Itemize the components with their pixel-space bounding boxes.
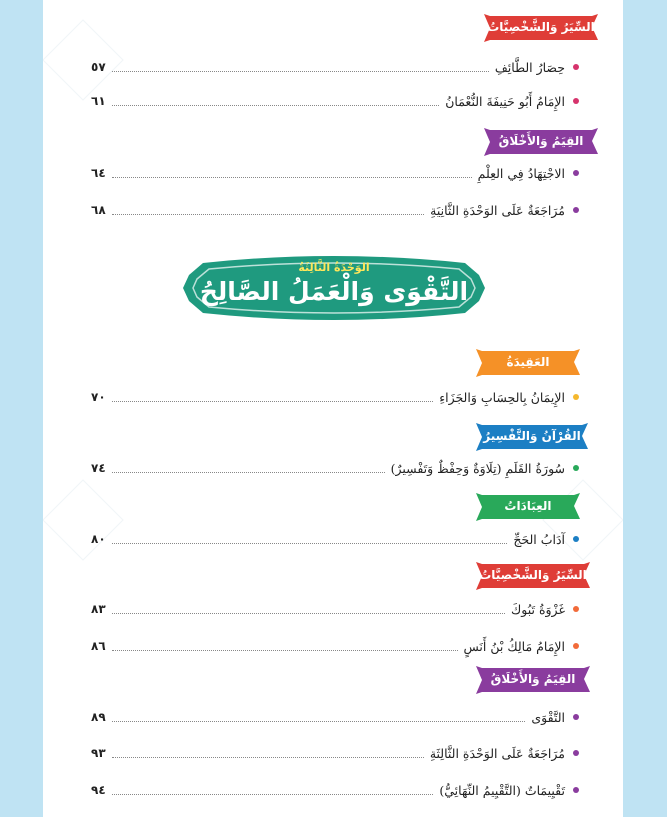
bullet-icon bbox=[573, 207, 579, 213]
bullet-icon bbox=[573, 787, 579, 793]
toc-entry[interactable] bbox=[91, 707, 579, 727]
entry-title: الإِمَامُ مَالِكُ بْنُ أَنَسٍ bbox=[463, 638, 565, 654]
section-ribbon-seerah bbox=[484, 12, 598, 42]
entry-page-number: ٧٠ bbox=[91, 390, 106, 404]
toc-entry[interactable] bbox=[91, 57, 579, 77]
toc-entry[interactable] bbox=[91, 529, 579, 549]
entry-page-number: ٨٠ bbox=[91, 532, 106, 546]
entry-title: الاجْتِهَادُ فِي العِلْمِ bbox=[477, 165, 565, 181]
toc-entry[interactable] bbox=[91, 387, 579, 407]
section-label: السِّيَرُ وَالشَّخْصِيَّاتُ bbox=[487, 20, 595, 34]
leader-dots bbox=[112, 168, 472, 178]
entry-title: مُرَاجَعَةٌ عَلَى الوَحْدَةِ الثَّانِيَةِ bbox=[430, 202, 565, 218]
entry-page-number: ٨٦ bbox=[91, 639, 106, 653]
toc-entry[interactable] bbox=[91, 458, 579, 478]
section-ribbon-ibadat bbox=[476, 491, 580, 521]
entry-title: التَّقْوَى bbox=[531, 709, 565, 725]
bullet-icon bbox=[573, 643, 579, 649]
leader-dots bbox=[112, 392, 434, 402]
toc-entry[interactable] bbox=[91, 599, 579, 619]
bullet-icon bbox=[573, 465, 579, 471]
entry-page-number: ٧٤ bbox=[91, 461, 106, 475]
entry-page-number: ٨٩ bbox=[91, 710, 106, 724]
unit-banner bbox=[183, 255, 485, 321]
entry-title: آدَابُ الحَجِّ bbox=[513, 531, 565, 547]
entry-page-number: ٦١ bbox=[91, 94, 106, 108]
bullet-icon bbox=[573, 536, 579, 542]
entry-page-number: ٩٤ bbox=[91, 783, 106, 797]
leader-dots bbox=[112, 641, 458, 651]
background-pattern bbox=[43, 0, 623, 817]
bullet-icon bbox=[573, 606, 579, 612]
toc-entry[interactable] bbox=[91, 200, 579, 220]
bullet-icon bbox=[573, 64, 579, 70]
toc-page bbox=[43, 0, 623, 817]
unit-title: التَّقْوَى وَالْعَمَلُ الصَّالِحُ bbox=[199, 277, 469, 306]
toc-entry[interactable] bbox=[91, 636, 579, 656]
section-label: العِبَادَاتُ bbox=[504, 499, 552, 513]
leader-dots bbox=[112, 712, 526, 722]
toc-entry[interactable] bbox=[91, 743, 579, 763]
toc-entry[interactable] bbox=[91, 163, 579, 183]
leader-dots bbox=[112, 534, 508, 544]
entry-page-number: ٥٧ bbox=[91, 60, 106, 74]
bullet-icon bbox=[573, 98, 579, 104]
leader-dots bbox=[112, 748, 424, 758]
section-ribbon-values bbox=[476, 664, 590, 694]
leader-dots bbox=[112, 785, 434, 795]
entry-title: تَقْيِيمَاتٌ (التَّقْيِيمُ النِّهَائِيُّ) bbox=[439, 782, 565, 798]
entry-title: سُورَةُ القَلَمِ (تِلَاوَةٌ وَحِفْظٌ وَتَفْسِيرٌ) bbox=[390, 460, 565, 476]
entry-title: الإِمَامُ أَبُو حَنِيفَةَ النُّعْمَانُ bbox=[445, 93, 565, 109]
section-ribbon-quran bbox=[476, 421, 588, 451]
leader-dots bbox=[112, 604, 505, 614]
leader-dots bbox=[112, 463, 385, 473]
section-ribbon-aqeedah bbox=[476, 347, 580, 377]
section-ribbon-values bbox=[484, 126, 598, 156]
entry-title: حِصَارُ الطَّائِفِ bbox=[494, 59, 565, 75]
entry-page-number: ٦٤ bbox=[91, 166, 106, 180]
section-label: القِيَمُ وَالأَخْلَاقُ bbox=[490, 672, 576, 686]
entry-page-number: ٨٣ bbox=[91, 602, 106, 616]
entry-title: مُرَاجَعَةٌ عَلَى الوَحْدَةِ الثَّالِثَةِ bbox=[429, 745, 565, 761]
leader-dots bbox=[112, 96, 440, 106]
bullet-icon bbox=[573, 750, 579, 756]
leader-dots bbox=[112, 62, 489, 72]
section-label: العَقِيدَةُ bbox=[506, 355, 550, 369]
toc-entry[interactable] bbox=[91, 780, 579, 800]
bullet-icon bbox=[573, 170, 579, 176]
section-label: القُرْآنُ وَالتَّفْسِيرُ bbox=[483, 429, 581, 443]
section-ribbon-seerah bbox=[476, 560, 590, 590]
entry-page-number: ٩٣ bbox=[91, 746, 106, 760]
entry-title: غَزْوَةُ تَبُوكَ bbox=[510, 601, 565, 617]
section-label: القِيَمُ وَالأَخْلَاقُ bbox=[498, 134, 584, 148]
section-label: السِّيَرُ وَالشَّخْصِيَّاتُ bbox=[479, 568, 587, 582]
bullet-icon bbox=[573, 714, 579, 720]
entry-page-number: ٦٨ bbox=[91, 203, 106, 217]
unit-subtitle: الوَحْدَةُ الثَّالِثَةُ bbox=[298, 261, 370, 274]
bullet-icon bbox=[573, 394, 579, 400]
toc-entry[interactable] bbox=[91, 91, 579, 111]
entry-title: الإِيمَانُ بِالحِسَابِ وَالجَزَاءِ bbox=[439, 389, 565, 405]
leader-dots bbox=[112, 205, 424, 215]
